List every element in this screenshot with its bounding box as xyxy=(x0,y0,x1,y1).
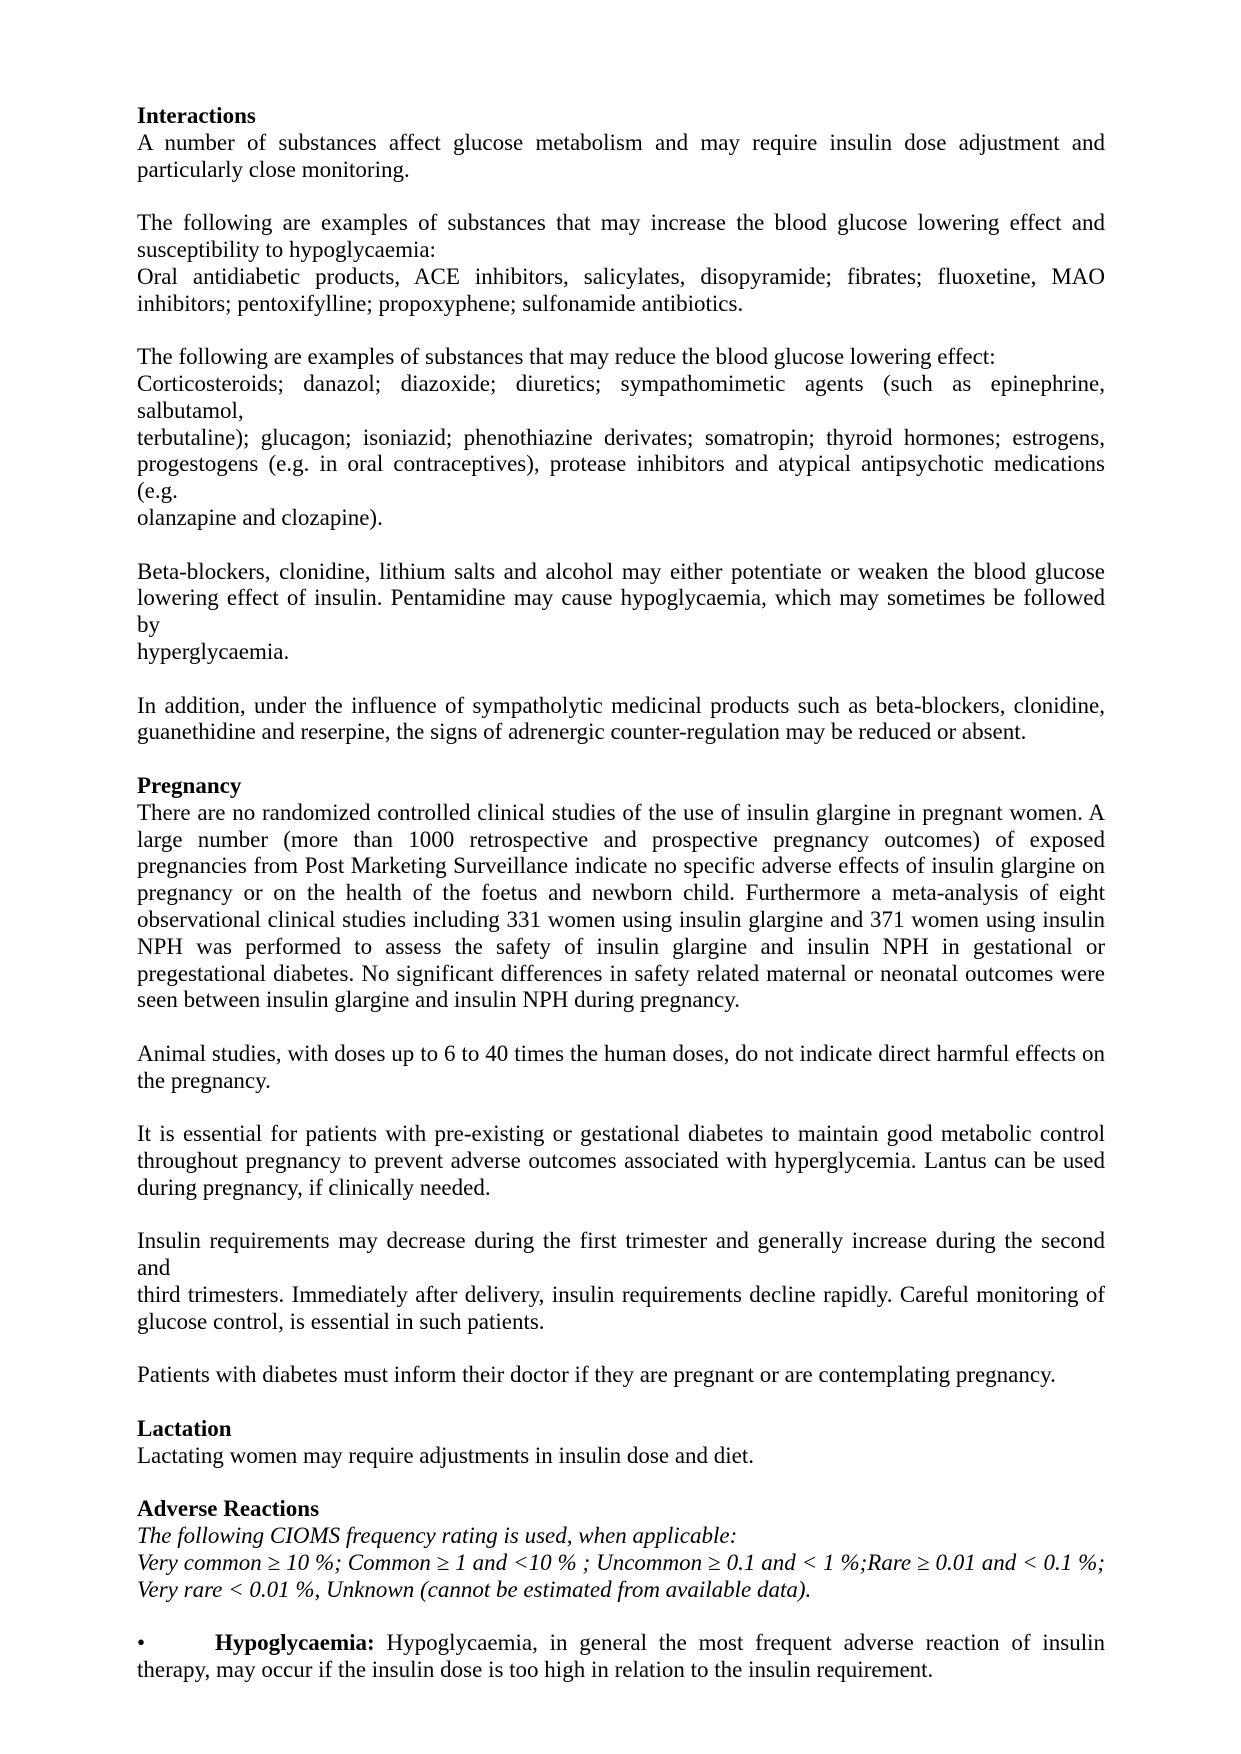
text-line: The following are examples of substances that may increase the blood glucose lowering effect and xyxy=(137,210,1105,236)
text-line: It is essential for patients with pre-existing or gestational diabetes to maintain good metabolic control xyxy=(137,1121,1105,1147)
text-line: Animal studies, with doses up to 6 to 40 times the human doses, do not indicate direct harmful effects on xyxy=(137,1040,1105,1066)
text-line: during pregnancy, if clinically needed. xyxy=(137,1174,491,1200)
paragraph xyxy=(137,1443,1105,1470)
text-line: terbutaline); glucagon; isoniazid; phenothiazine derivates; somatropin; thyroid hormones; estrogens, xyxy=(137,424,1105,450)
blank-line xyxy=(137,666,1105,693)
text-line: Corticosteroids; danazol; diazoxide; diuretics; sympathomimetic agents (such as epinephrine, salbutamol, xyxy=(137,370,1105,423)
section-heading: Adverse Reactions xyxy=(137,1496,320,1522)
paragraph xyxy=(137,344,1105,532)
text-line: pregnancies from Post Marketing Surveillance indicate no specific adverse effects of insulin glargine on xyxy=(137,853,1105,879)
blank-line xyxy=(137,746,1105,773)
document-page xyxy=(137,103,1105,1684)
text-line: Very common ≥ 10 %; Common ≥ 1 and <10 % ; Uncommon ≥ 0.1 and < 1 %;Rare ≥ 0.01 and < 0.1 %; xyxy=(137,1550,1105,1576)
paragraph xyxy=(137,1228,1105,1335)
text-line: Oral antidiabetic products, ACE inhibitors, salicylates, disopyramide; fibrates; fluoxetine, MAO xyxy=(137,263,1105,289)
bullet-icon: • xyxy=(137,1630,146,1656)
paragraph xyxy=(137,559,1105,666)
bullet-item xyxy=(137,1630,1105,1684)
text-line: Insulin requirements may decrease during the first trimester and generally increase during the second and xyxy=(137,1228,1105,1281)
text-line: Very rare < 0.01 %, Unknown (cannot be estimated from available data). xyxy=(137,1576,812,1602)
blank-line xyxy=(137,1389,1105,1416)
text-line: Beta-blockers, clonidine, lithium salts and alcohol may either potentiate or weaken the blood glucose xyxy=(137,558,1105,584)
blank-line xyxy=(137,1202,1105,1229)
text-line: The following CIOMS frequency rating is used, when applicable: xyxy=(137,1523,738,1549)
paragraph xyxy=(137,1041,1105,1095)
section-heading: Lactation xyxy=(137,1416,232,1442)
section-heading: Interactions xyxy=(137,103,256,128)
paragraph xyxy=(137,800,1105,1014)
text-line: There are no randomized controlled clinical studies of the use of insulin glargine in pregnant women. A xyxy=(137,799,1105,825)
paragraph xyxy=(137,130,1105,184)
blank-line xyxy=(137,183,1105,210)
blank-line xyxy=(137,1014,1105,1041)
paragraph xyxy=(137,210,1105,317)
blank-line xyxy=(137,1470,1105,1497)
text-line: Lactating women may require adjustments in insulin dose and diet. xyxy=(137,1442,755,1468)
text-line: inhibitors; pentoxifylline; propoxyphene; sulfonamide antibiotics. xyxy=(137,290,744,316)
paragraph xyxy=(137,693,1105,747)
text-line: guanethidine and reserpine, the signs of adrenergic counter-regulation may be reduced or absent. xyxy=(137,719,1027,745)
blank-line xyxy=(137,1604,1105,1631)
text-line: NPH was performed to assess the safety of insulin glargine and insulin NPH in gestational or xyxy=(137,933,1105,959)
text-line: observational clinical studies including 331 women using insulin glargine and 371 women using insulin xyxy=(137,906,1105,932)
text-line: progestogens (e.g. in oral contraceptives), protease inhibitors and atypical antipsychotic medications (e.g. xyxy=(137,451,1105,504)
text-line: large number (more than 1000 retrospective and prospective pregnancy outcomes) of exposed xyxy=(137,826,1105,852)
paragraph xyxy=(137,1362,1105,1389)
text-line: hyperglycaemia. xyxy=(137,638,290,664)
paragraph xyxy=(137,1121,1105,1201)
text-line: The following are examples of substances that may reduce the blood glucose lowering effect: xyxy=(137,344,996,370)
bullet-label: Hypoglycaemia: xyxy=(215,1630,375,1656)
blank-line xyxy=(137,532,1105,559)
text-line: pregnancy or on the health of the foetus and newborn child. Furthermore a meta-analysis of eight xyxy=(137,880,1105,906)
text-line: throughout pregnancy to prevent adverse outcomes associated with hyperglycemia. Lantus can be used xyxy=(137,1148,1105,1174)
paragraph xyxy=(137,1523,1105,1603)
text-line: seen between insulin glargine and insulin NPH during pregnancy. xyxy=(137,987,740,1013)
text-line: the pregnancy. xyxy=(137,1067,271,1093)
section-heading: Pregnancy xyxy=(137,772,242,798)
text-line: • Hypoglycaemia: Hypoglycaemia, in general the most frequent adverse reaction of insulin xyxy=(137,1630,1105,1656)
blank-line xyxy=(137,1094,1105,1121)
text-line: A number of substances affect glucose metabolism and may require insulin dose adjustment and xyxy=(137,129,1105,155)
text-line: therapy, may occur if the insulin dose is too high in relation to the insulin requirement. xyxy=(137,1657,934,1683)
text-line: susceptibility to hypoglycaemia: xyxy=(137,236,436,262)
text-line: In addition, under the influence of sympatholytic medicinal products such as beta-blockers, clonidine, xyxy=(137,692,1105,718)
text-line: lowering effect of insulin. Pentamidine may cause hypoglycaemia, which may sometimes be followed by xyxy=(137,585,1105,638)
blank-line xyxy=(137,317,1105,344)
text-line: pregestational diabetes. No significant differences in safety related maternal or neonatal outcomes were xyxy=(137,960,1105,986)
text-line: third trimesters. Immediately after delivery, insulin requirements decline rapidly. Careful monitoring of xyxy=(137,1282,1105,1308)
blank-line xyxy=(137,1336,1105,1363)
text-line: glucose control, is essential in such patients. xyxy=(137,1308,545,1334)
text-line: olanzapine and clozapine). xyxy=(137,504,383,530)
text-line: particularly close monitoring. xyxy=(137,156,410,182)
text-line: Patients with diabetes must inform their doctor if they are pregnant or are contemplating pregnancy. xyxy=(137,1362,1056,1388)
